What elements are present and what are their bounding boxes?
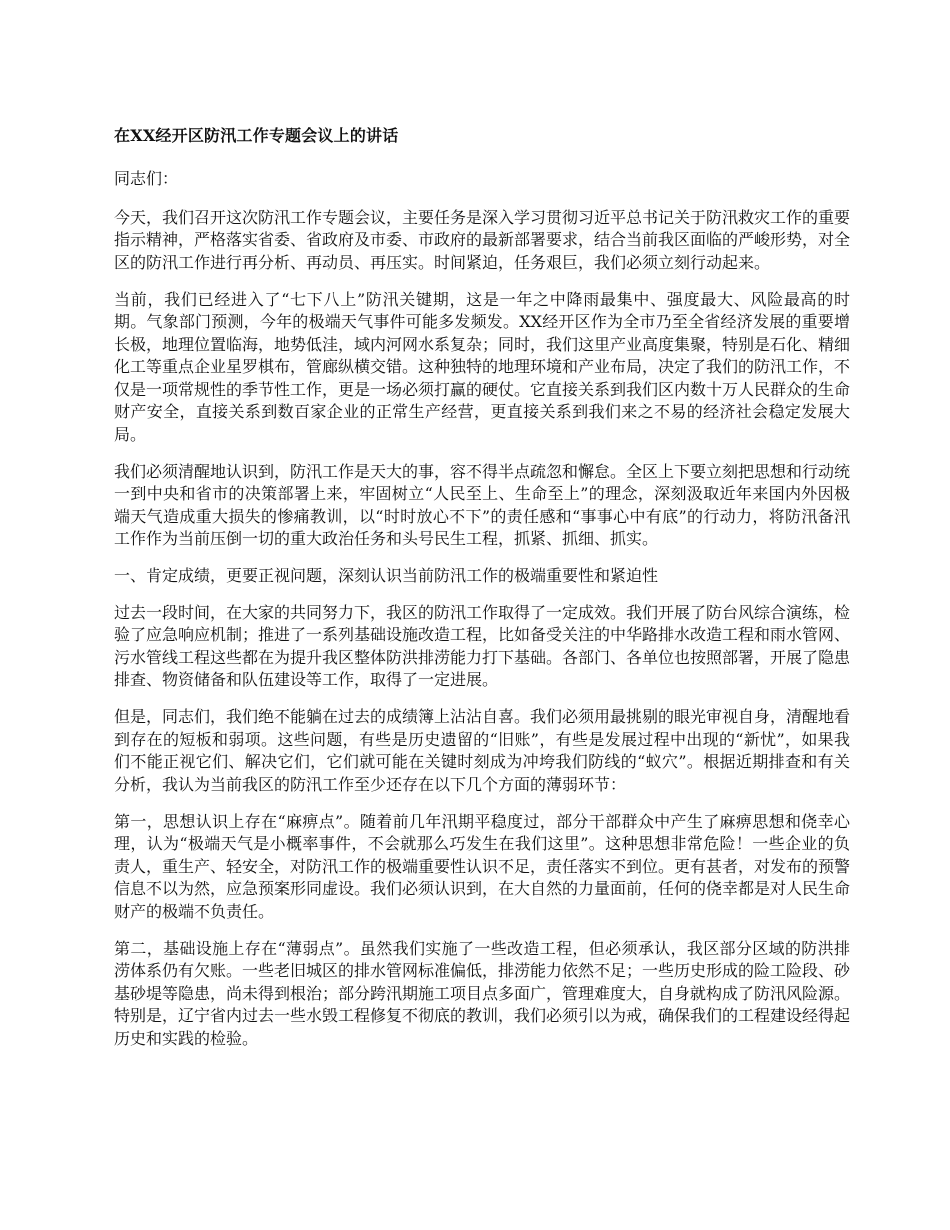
paragraph-point-2: 第二，基础设施上存在“薄弱点”。虽然我们实施了一些改造工程，但必须承认，我区部分区域的防洪排涝体系仍有欠账。一些老旧城区的排水管网标准偏低，排涝能力依然不足；一些历史形成的险工险段、砂基砂堤等隐患，尚未得到根治；部分跨汛期施工项目点多面广，管理难度大，自身就构成了防汛风险源。特别是，辽宁省内过去一些水毁工程修复不彻底的教训，我们必须引以为戒，确保我们的工程建设经得起历史和实践的检验。 [114, 938, 851, 1048]
document-title: 在XX经开区防汛工作专题会议上的讲话 [114, 126, 399, 145]
paragraph-intro: 今天，我们召开这次防汛工作专题会议，主要任务是深入学习贯彻习近平总书记关于防汛救灾工作的重要指示精神，严格落实省委、省政府及市委、市政府的最新部署要求，结合当前我区面临的严峻形势，对全区的防汛工作进行再分析、再动员、再压实。时间紧迫，任务艰巨，我们必须立刻行动起来。 [114, 207, 851, 272]
paragraph-current-situation: 当前，我们已经进入了“七下八上”防汛关键期，这是一年之中降雨最集中、强度最大、风险最高的时期。气象部门预测，今年的极端天气事件可能多发频发。XX经开区作为全市乃至全省经济发展的重要增长极，地理位置临海，地势低洼，域内河网水系复杂；同时，我们这里产业高度集聚，特别是石化、精细化工等重点企业星罗棋布，管廊纵横交错。这种独特的地理环境和产业布局，决定了我们的防汛工作，不仅是一项常规性的季节性工作，更是一场必须打赢的硬仗。它直接关系到我们区内数十万人民群众的生命财产安全，直接关系到数百家企业的正常生产经营，更直接关系到我们来之不易的经济社会稳定发展大局。 [114, 289, 851, 444]
document-page [114, 124, 850, 1065]
paragraph-point-1: 第一，思想认识上存在“麻痹点”。随着前几年汛期平稳度过，部分干部群众中产生了麻痹思想和侥幸心理，认为“极端天气是小概率事件，不会就那么巧发生在我们这里”。这种思想非常危险！一些企业的负责人，重生产、轻安全，对防汛工作的极端重要性认识不足，责任落实不到位。更有甚者，对发布的预警信息不以为然，应急预案形同虚设。我们必须认识到，在大自然的力量面前，任何的侥幸都是对人民生命财产的极端不负责任。 [114, 811, 851, 921]
paragraph-shortcomings: 但是，同志们，我们绝不能躺在过去的成绩簿上沾沾自喜。我们必须用最挑剔的眼光审视自身，清醒地看到存在的短板和弱项。这些问题，有些是历史遗留的“旧账”，有些是发展过程中出现的“新忧”，如果我们不能正视它们、解决它们，它们就可能在关键时刻成为冲垮我们防线的“蚁穴”。根据近期排查和有关分析，我认为当前我区的防汛工作至少还存在以下几个方面的薄弱环节： [114, 707, 851, 794]
salutation: 同志们： [114, 169, 179, 188]
paragraph-awareness: 我们必须清醒地认识到，防汛工作是天大的事，容不得半点疏忽和懈怠。全区上下要立刻把思想和行动统一到中央和省市的决策部署上来，牢固树立“人民至上、生命至上”的理念，深刻汲取近年来国内外因极端天气造成重大损失的惨痛教训，以“时时放心不下”的责任感和“事事心中有底”的行动力，将防汛备汛工作作为当前压倒一切的重大政治任务和头号民生工程，抓紧、抓细、抓实。 [114, 461, 851, 548]
section-heading-1: 一、肯定成绩，更要正视问题，深刻认识当前防汛工作的极端重要性和紧迫性 [114, 566, 659, 585]
paragraph-achievements: 过去一段时间，在大家的共同努力下，我区的防汛工作取得了一定成效。我们开展了防台风综合演练，检验了应急响应机制；推进了一系列基础设施改造工程，比如备受关注的中华路排水改造工程和雨水管网、污水管线工程这些都在为提升我区整体防洪排涝能力打下基础。各部门、各单位也按照部署，开展了隐患排查、物资储备和队伍建设等工作，取得了一定进展。 [114, 602, 851, 689]
